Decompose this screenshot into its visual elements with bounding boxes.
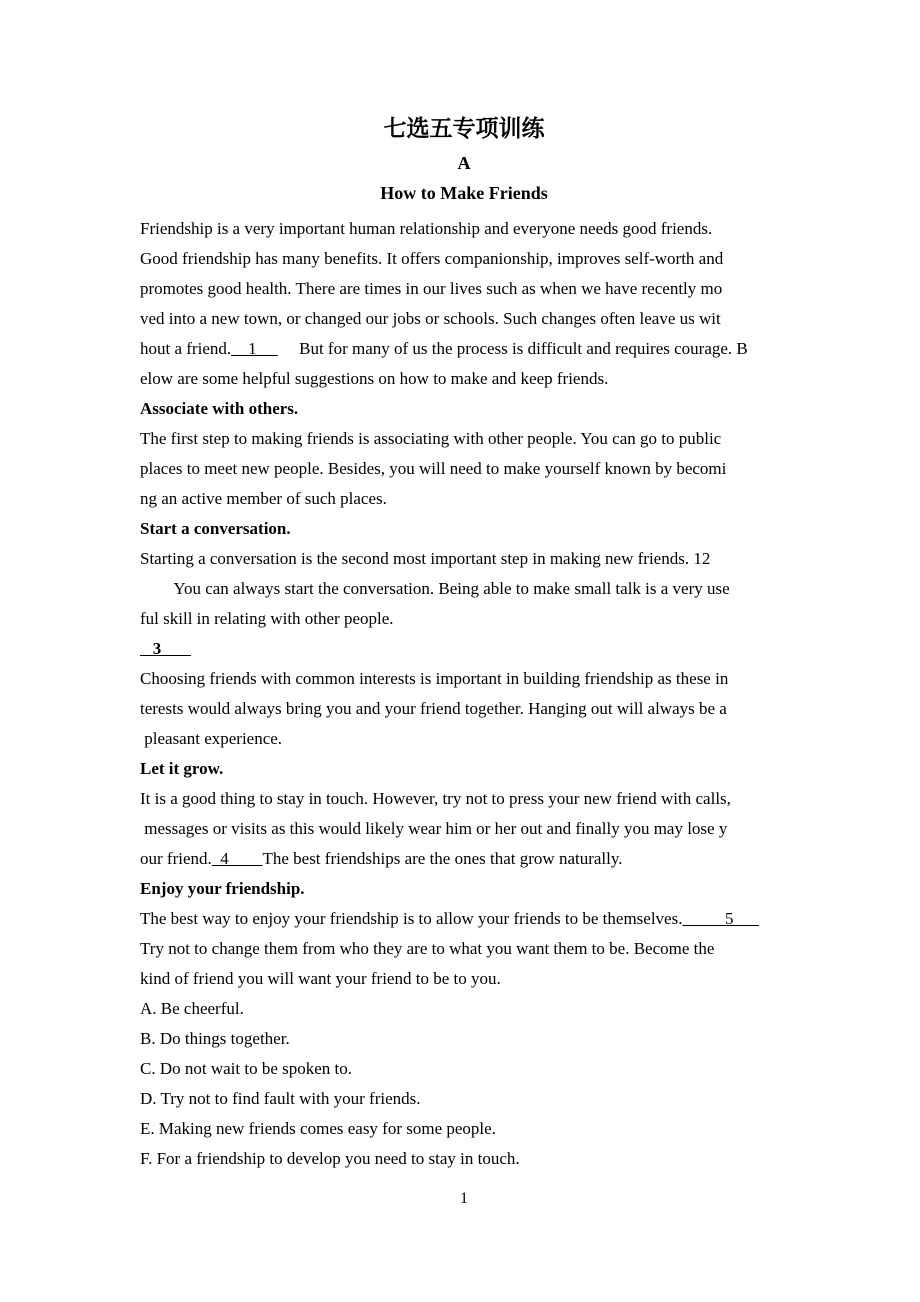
doc-title: 七选五专项训练	[383, 116, 545, 141]
passage-line: ng an active member of such places.	[140, 489, 387, 508]
line-text: The best friendships are the ones that grow naturally.	[262, 849, 623, 868]
passage-line: Good friendship has many benefits. It offers companionship, improves self-worth and	[140, 249, 724, 268]
passage-line: It is a good thing to stay in touch. However, try not to press your new friend with calls,	[140, 789, 731, 808]
passage-line: Try not to change them from who they are to what you want them to be. Become the	[140, 939, 715, 958]
passage-line	[140, 904, 788, 934]
page-number: 1	[460, 1190, 468, 1207]
passage-line: Starting a conversation is the second most important step in making new friends. 12	[140, 549, 711, 568]
section-heading-enjoy: Enjoy your friendship.	[140, 879, 305, 898]
passage-line: ful skill in relating with other people.	[140, 609, 394, 628]
passage-line: The first step to making friends is associating with other people. You can go to public	[140, 429, 722, 448]
blank-3: 3	[140, 639, 191, 658]
blank-5: 5	[682, 909, 759, 928]
option-b: B. Do things together.	[140, 1029, 290, 1048]
passage-line: promotes good health. There are times in our lives such as when we have recently mo	[140, 279, 723, 298]
option-c: C. Do not wait to be spoken to.	[140, 1059, 353, 1078]
passage-line	[140, 334, 788, 364]
line-text: our friend.	[140, 849, 212, 868]
passage-line: kind of friend you will want your friend to be to you.	[140, 969, 501, 988]
passage-line: terests would always bring you and your friend together. Hanging out will always be a	[140, 699, 727, 718]
passage-line: Choosing friends with common interests is important in building friendship as these in	[140, 669, 729, 688]
passage-body	[140, 214, 788, 1174]
blank-1: 1	[231, 339, 278, 358]
passage-line: places to meet new people. Besides, you will need to make yourself known by becomi	[140, 459, 727, 478]
passage-line: pleasant experience.	[140, 729, 283, 748]
passage-line: messages or visits as this would likely wear him or her out and finally you may lose y	[140, 819, 728, 838]
passage-line	[140, 844, 788, 874]
passage-line: Friendship is a very important human relationship and everyone needs good friends.	[140, 219, 713, 238]
passage-line: You can always start the conversation. Being able to make small talk is a very use	[140, 579, 730, 598]
option-a: A. Be cheerful.	[140, 999, 244, 1018]
option-d: D. Try not to find fault with your friends.	[140, 1089, 421, 1108]
passage-line: elow are some helpful suggestions on how to make and keep friends.	[140, 369, 609, 388]
blank-4: 4	[211, 849, 263, 868]
line-text: hout a friend.	[140, 339, 232, 358]
line-text: The best way to enjoy your friendship is to allow your friends to be themselves.	[140, 909, 683, 928]
line-text: But for many of us the process is difficult and requires courage. B	[277, 339, 748, 358]
option-f: F. For a friendship to develop you need to stay in touch.	[140, 1149, 520, 1168]
section-heading-grow: Let it grow.	[140, 759, 224, 778]
passage-title: How to Make Friends	[380, 183, 548, 203]
section-label: A	[457, 153, 471, 173]
section-heading-conversation: Start a conversation.	[140, 519, 291, 538]
passage-line: ved into a new town, or changed our jobs or schools. Such changes often leave us wit	[140, 309, 721, 328]
passage-line	[140, 634, 788, 664]
option-e: E. Making new friends comes easy for some people.	[140, 1119, 496, 1138]
section-heading-associate: Associate with others.	[140, 399, 299, 418]
